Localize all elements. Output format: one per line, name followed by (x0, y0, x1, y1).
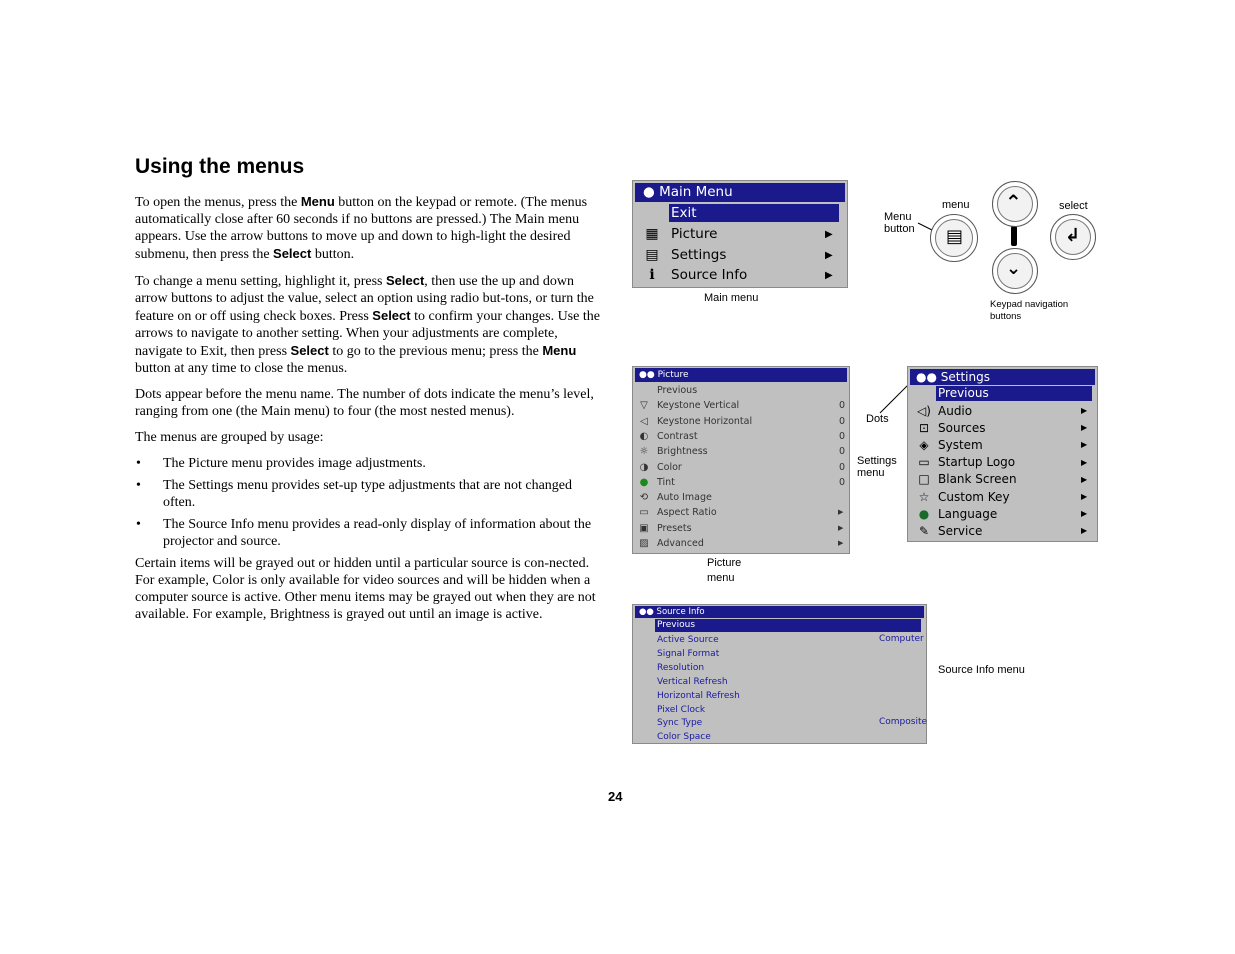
main-menu-title: Main Menu (659, 184, 733, 200)
startup-logo-icon: ▭ (918, 455, 930, 470)
dots-icon: ●● (916, 370, 941, 384)
up-arrow-button[interactable] (992, 181, 1038, 227)
caption-menu-label: menu (942, 199, 970, 211)
picture-menu-figure (632, 366, 850, 554)
menu-item-label: Startup Logo (938, 455, 1016, 470)
source-info-menu-figure (632, 604, 927, 744)
menu-item-label: Language (938, 506, 998, 521)
picture-menu-item (637, 414, 752, 429)
settings-menu-item (916, 454, 1015, 471)
source-menu-item (657, 703, 705, 717)
main-menu-title-bar (635, 183, 845, 202)
menu-item-value: 0 (839, 446, 846, 458)
tint-icon: ● (639, 476, 649, 488)
chevron-down-icon: ⌄ (1006, 258, 1022, 279)
paragraph-dots: Dots appear before the menu name. The number of dots indicate the menu’s level, ranging from one (the Main menu) to four (the most nested menus). (135, 387, 594, 419)
picture-menu-item (637, 383, 697, 398)
right-arrow-icon: ▶ (825, 250, 833, 261)
list-item: • The Source Info menu provides a read-only display of information about the projector and source. (135, 516, 603, 550)
settings-menu-item (916, 419, 985, 436)
menu-item-label: Pixel Clock (657, 704, 706, 715)
bold-term: Menu (300, 194, 335, 209)
menu-item-label: Brightness (657, 446, 708, 458)
picture-menu-item (637, 490, 712, 505)
settings-menu-previous-item: Previous (936, 386, 1092, 401)
right-arrow-icon: ▶ (1081, 492, 1088, 501)
paragraph-grouped: The menus are grouped by usage: (135, 430, 324, 445)
enter-icon: ↲ (1065, 225, 1081, 246)
picture-icon: ▦ (645, 226, 659, 242)
caption-line: Settings (857, 455, 897, 467)
aspect-ratio-icon: ▭ (639, 507, 649, 519)
right-arrow-icon: ▶ (1081, 526, 1088, 536)
menu-item-value: 0 (839, 430, 846, 442)
picture-menu-item (637, 536, 704, 551)
bold-term: Menu (542, 343, 577, 358)
contrast-icon: ◐ (639, 430, 649, 442)
dots-icon: ●● (639, 607, 657, 617)
picture-menu-title-bar (635, 368, 847, 382)
caption-source-info-menu: Source Info menu (938, 664, 1025, 676)
right-arrow-icon: ▶ (838, 539, 844, 547)
menu-item-label: Previous (657, 385, 698, 396)
menu-item-label: Auto Image (657, 492, 712, 504)
dots-icon: ●● (639, 370, 658, 380)
settings-menu-figure (907, 366, 1098, 542)
settings-icon: ▤ (645, 247, 659, 263)
menu-item-label: Color Space (657, 732, 711, 743)
page-number: 24 (608, 789, 623, 804)
text-run: To open the menus, press the (135, 195, 301, 210)
main-menu-figure (632, 180, 848, 288)
bold-term: Select (385, 273, 425, 288)
main-menu-item-settings (641, 245, 726, 265)
picture-menu-title: Picture (657, 370, 689, 380)
right-arrow-icon: ▶ (1081, 457, 1088, 467)
paragraph-grayed-out: Certain items will be grayed out or hidden until a particular source is con-nected. For example, Color is only available for video sources and will be hidden when a computer source is active. Other menu items may be grayed out when they are not available. For example, Brightness is grayed out until an image is active. (135, 556, 596, 622)
menu-list-icon: ▤ (946, 226, 964, 247)
dot-icon: ● (643, 184, 655, 200)
settings-menu-item (916, 436, 983, 453)
paragraph-change-setting (135, 272, 603, 377)
caption-line: buttons (990, 311, 1022, 322)
right-arrow-icon: ▶ (838, 508, 844, 517)
menu-item-value: Composite (879, 717, 928, 728)
menu-item-label: Signal Format (657, 648, 720, 659)
body-text (135, 193, 603, 632)
menu-item-label: Audio (938, 403, 973, 418)
text-run: to go to the previous menu; press the (328, 344, 543, 359)
menu-item-label: Aspect Ratio (657, 507, 717, 519)
menu-item-value: Computer (879, 634, 924, 644)
text-run: , then use the up and down arrow buttons to adjust the value, select an option using radio but-tons, or turn the feature on or off using check boxes. Press (135, 274, 594, 324)
right-arrow-icon: ▶ (825, 270, 833, 281)
caption-line: Keypad navigation (990, 299, 1069, 310)
menu-button[interactable] (930, 214, 978, 262)
list-item: • The Settings menu provides set-up type adjustments that are not changed often. (135, 477, 603, 511)
caption-main-menu: Main menu (704, 292, 759, 304)
select-button[interactable] (1050, 214, 1096, 260)
text-run: button on the keypad or remote. (The menus automatically close after 60 seconds if no buttons are pressed.) The Main menu appears. Use the arrow buttons to move up and down to high-light the desired submenu, then press the (135, 195, 588, 262)
bold-term: Select (372, 308, 411, 323)
menu-item-label: Picture (671, 226, 718, 242)
settings-menu-item (916, 522, 982, 539)
source-menu-item (657, 675, 728, 689)
picture-menu-item (637, 505, 717, 520)
menu-item-value: 0 (839, 415, 846, 427)
menu-item-label: Source Info (671, 267, 748, 283)
caption-line: menu (857, 467, 885, 479)
keystone-vertical-icon: ▽ (640, 400, 648, 412)
advanced-icon: ▨ (639, 538, 649, 549)
auto-image-icon: ⟲ (639, 492, 649, 504)
menu-item-label: Sync Type (657, 718, 703, 729)
settings-menu-item (916, 471, 1017, 488)
chevron-up-icon: ⌃ (1005, 190, 1022, 214)
menu-item-label: Active Source (657, 635, 719, 645)
right-arrow-icon: ▶ (1081, 440, 1088, 450)
source-menu-item (657, 716, 702, 730)
menu-item-value: 0 (839, 400, 846, 412)
sources-icon: ⊡ (918, 420, 930, 435)
usage-list (135, 455, 603, 550)
text-run: button at any time to close the menus. (135, 361, 348, 376)
menu-item-label: Keystone Vertical (657, 400, 740, 412)
menu-item-label: Horizontal Refresh (657, 690, 740, 701)
menu-item-value: 0 (839, 476, 846, 488)
text-run: To change a menu setting, highlight it, press (135, 274, 386, 289)
picture-menu-item (637, 460, 682, 475)
main-menu-item-source-info (641, 265, 747, 285)
menu-item-label: Color (657, 461, 682, 473)
picture-menu-item (637, 475, 675, 490)
right-arrow-icon: ▶ (1081, 406, 1088, 415)
brightness-icon: ☼ (639, 446, 649, 458)
blank-screen-icon: □ (918, 472, 930, 487)
source-menu-item (657, 647, 719, 661)
custom-key-icon: ☆ (918, 489, 930, 504)
system-icon: ◈ (919, 437, 929, 452)
picture-menu-item (637, 398, 739, 413)
caption-picture-menu (707, 556, 741, 586)
page-title: Using the menus (135, 155, 305, 178)
settings-menu-item (916, 505, 997, 522)
caption-dots: Dots (866, 413, 889, 425)
picture-menu-item (637, 429, 698, 444)
caption-line: menu (707, 572, 735, 584)
menu-item-label: Sources (938, 420, 986, 435)
info-icon: i (649, 267, 655, 283)
text-run: to confirm your changes. Use the arrows to navigate to another setting. When your adjustments are complete, navigate to Exit, then press (135, 309, 600, 359)
down-arrow-button[interactable] (992, 248, 1038, 294)
source-menu-title: Source Info (656, 607, 705, 617)
menu-item-label: Advanced (657, 538, 704, 549)
keystone-horizontal-icon: ◁ (640, 415, 648, 427)
caption-menu-button (884, 211, 915, 235)
settings-menu-item (916, 402, 972, 419)
source-menu-item (657, 661, 704, 675)
caption-settings-menu (857, 455, 897, 479)
caption-keypad (990, 299, 1068, 323)
menu-item-label: Tint (657, 476, 675, 488)
bold-term: Select (290, 343, 329, 358)
menu-item-label: Service (938, 523, 983, 538)
menu-item-label: System (938, 437, 983, 452)
service-icon: ✎ (918, 523, 930, 538)
right-arrow-icon: ▶ (1081, 423, 1088, 433)
caption-line: Menu (884, 211, 912, 223)
menu-item-label: Keystone Horizontal (657, 415, 753, 427)
caption-select-label: select (1059, 200, 1088, 212)
right-arrow-icon: ▶ (1081, 509, 1088, 519)
audio-icon: ◁) (917, 403, 931, 418)
main-menu-exit-item: Exit (669, 204, 839, 222)
source-menu-title-bar (635, 606, 924, 618)
source-menu-previous-item: Previous (655, 619, 921, 632)
presets-icon: ▣ (639, 522, 649, 534)
right-arrow-icon: ▶ (1081, 474, 1088, 484)
menu-item-value: 0 (839, 461, 846, 473)
settings-menu-title: Settings (940, 370, 990, 384)
menu-item-label: Vertical Refresh (657, 676, 728, 687)
right-arrow-icon: ▶ (825, 229, 833, 240)
list-item: • The Picture menu provides image adjustments. (135, 455, 603, 472)
settings-menu-title-bar (910, 369, 1095, 385)
caption-line: Picture (707, 557, 742, 569)
main-menu-item-picture (641, 224, 717, 244)
picture-menu-item (637, 444, 708, 459)
bold-term: Select (273, 246, 312, 261)
menu-item-label: Contrast (657, 430, 698, 442)
menu-item-label: Custom Key (938, 489, 1010, 504)
paragraph-open-menus (135, 193, 603, 263)
color-icon: ◑ (639, 461, 649, 473)
menu-item-label: Presets (657, 522, 692, 534)
source-menu-item (657, 633, 719, 647)
source-menu-item (657, 689, 740, 703)
keypad-center-bar (1011, 226, 1017, 246)
right-arrow-icon: ▶ (838, 523, 844, 532)
language-icon: ● (918, 506, 930, 521)
text-run: button. (311, 247, 355, 262)
settings-menu-item (916, 488, 1010, 505)
source-menu-item (657, 730, 711, 744)
picture-menu-item (637, 521, 692, 536)
menu-item-label: Blank Screen (938, 472, 1017, 487)
menu-item-label: Resolution (657, 662, 705, 673)
caption-line: button (884, 223, 915, 235)
menu-item-label: Settings (671, 247, 727, 263)
